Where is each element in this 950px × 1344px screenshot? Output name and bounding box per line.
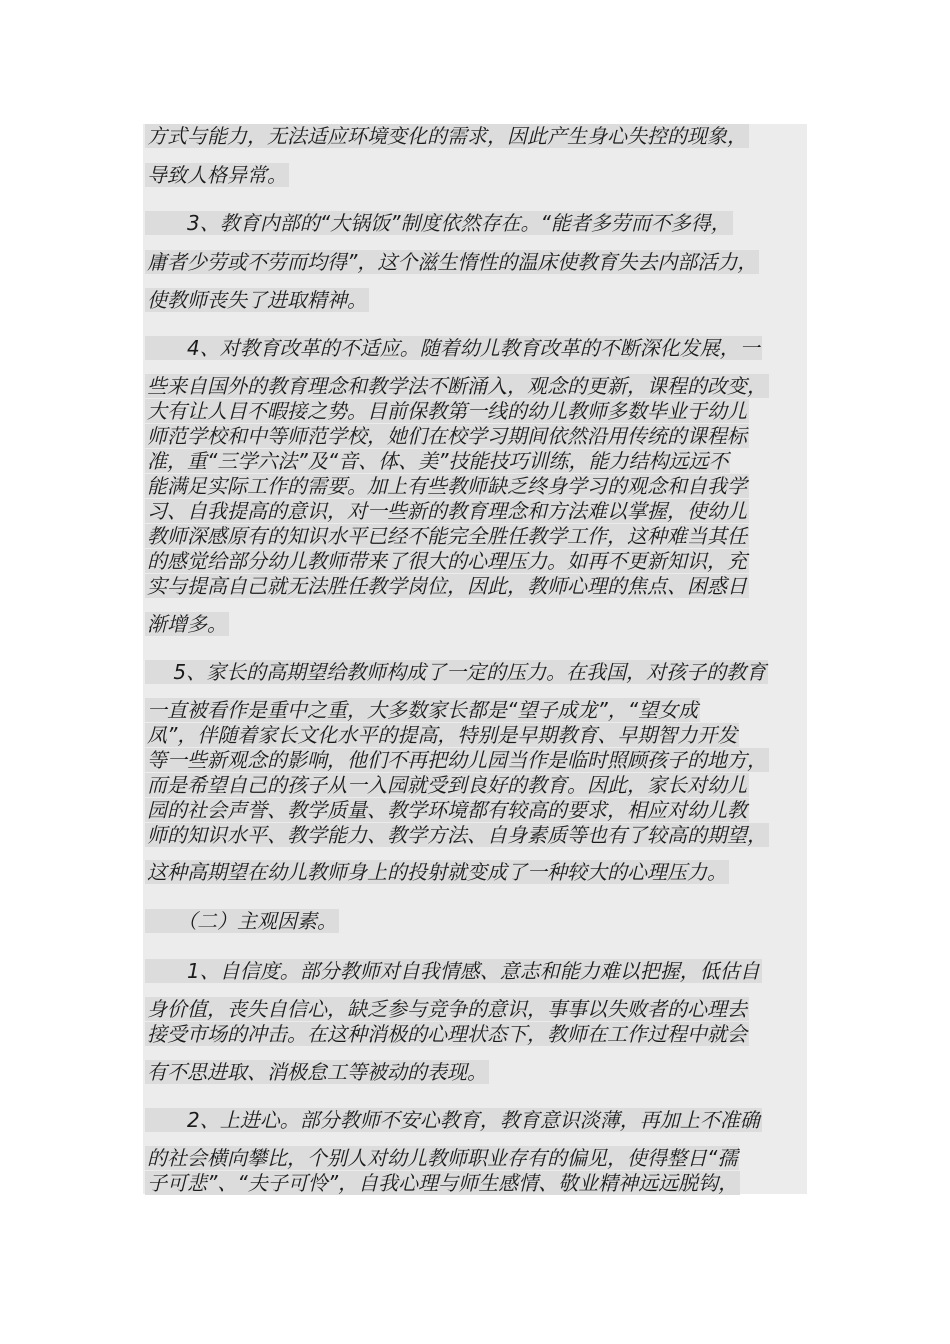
text-line: 能满足实际工作的需要。加上有些教师缺乏终身学习的观念和自我学 [147, 474, 747, 498]
text-line: 身价值，丧失自信心，缺乏参与竞争的意识，事事以失败者的心理去 [147, 997, 747, 1021]
text-line: 方式与能力，无法适应环境变化的需求，因此产生身心失控的现象， [147, 124, 747, 148]
text-line: 有不思进取、消极怠工等被动的表现。 [147, 1060, 487, 1084]
text-line: 的社会横向攀比，个别人对幼儿教师职业存有的偏见，使得整日“孺 [147, 1146, 738, 1170]
text-line: 教师深感原有的知识水平已经不能完全胜任教学工作，这种难当其任 [147, 524, 747, 548]
text-line: （二）主观因素。 [147, 909, 337, 933]
text-line: 导致人格异常。 [147, 163, 287, 187]
text-line: 这种高期望在幼儿教师身上的投射就变成了一种较大的心理压力。 [147, 860, 727, 884]
text-line: 一直被看作是重中之重，大多数家长都是“望子成龙”，“望女成 [147, 698, 699, 722]
text-line: 接受市场的冲击。在这种消极的心理状态下，教师在工作过程中就会 [147, 1022, 747, 1046]
text-line: 庸者少劳或不劳而均得”，这个滋生惰性的温床使教育失去内部活力， [147, 250, 758, 274]
text-line: 准，重“三学六法”及“音、体、美”技能技巧训练，能力结构远远不 [147, 449, 729, 473]
text-line: 凤”，伴随着家长文化水平的提高，特别是早期教育、早期智力开发 [147, 723, 738, 747]
text-line: 等一些新观念的影响，他们不再把幼儿园当作是临时照顾孩子的地方， [147, 748, 767, 772]
text-line: 3、教育内部的“大锅饭”制度依然存在。“能者多劳而不多得， [147, 211, 731, 235]
text-line: 渐增多。 [147, 612, 227, 636]
text-line: 大有让人目不暇接之势。目前保教第一线的幼儿教师多数毕业于幼儿 [147, 399, 747, 423]
text-line: 师范学校和中等师范学校，她们在校学习期间依然沿用传统的课程标 [147, 424, 747, 448]
text-line: 使教师丧失了进取精神。 [147, 288, 367, 312]
text-line: 5、家长的高期望给教师构成了一定的压力。在我国，对孩子的教育 [147, 660, 767, 684]
text-line: 习、自我提高的意识，对一些新的教育理念和方法难以掌握，使幼儿 [147, 499, 747, 523]
text-line: 2、上进心。部分教师不安心教育，教育意识淡薄，再加上不准确 [147, 1108, 760, 1132]
text-line: 些来自国外的教育理念和教学法不断涌入，观念的更新，课程的改变， [147, 374, 767, 398]
text-line: 而是希望自己的孩子从一入园就受到良好的教育。因此，家长对幼儿 [147, 773, 747, 797]
text-line: 子可悲”、“夫子可怜”，自我心理与师生感情、敬业精神远远脱钩， [147, 1171, 739, 1195]
text-line: 园的社会声誉、教学质量、教学环境都有较高的要求，相应对幼儿教 [147, 798, 747, 822]
text-line: 4、对教育改革的不适应。随着幼儿教育改革的不断深化发展，一 [147, 336, 760, 360]
text-line: 师的知识水平、教学能力、教学方法、自身素质等也有了较高的期望， [147, 823, 767, 847]
text-line: 的感觉给部分幼儿教师带来了很大的心理压力。如再不更新知识，充 [147, 549, 747, 573]
text-line: 实与提高自己就无法胜任教学岗位，因此，教师心理的焦点、困惑日 [147, 574, 747, 598]
text-line: 1、自信度。部分教师对自我情感、意志和能力难以把握，低估自 [147, 959, 760, 983]
